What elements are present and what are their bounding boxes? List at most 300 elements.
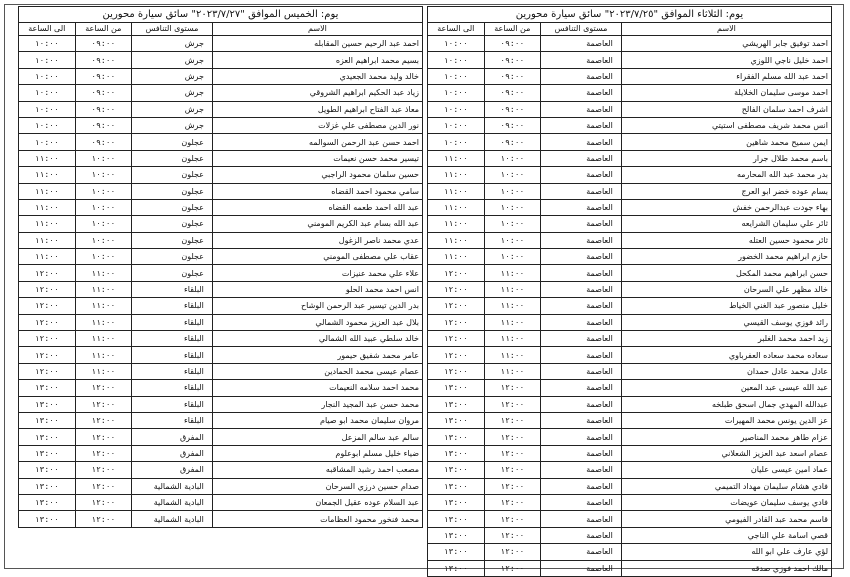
to-time-cell: ١٠:٠٠ [19, 85, 76, 101]
to-time-cell: ١١:٠٠ [19, 249, 76, 265]
schedule-title: يوم: الخميس الموافق "٢٠٢٣/٧/٢٧" سائق سيارة محورين [18, 6, 423, 22]
from-time-cell: ١٠:٠٠ [75, 167, 132, 183]
name-cell: خالد مظهر علي السرحان [621, 281, 831, 297]
to-time-cell: ١٣:٠٠ [19, 380, 76, 396]
level-cell: عجلون [132, 249, 213, 265]
name-cell: مروان سليمان محمد ابو صيام [212, 412, 422, 428]
level-cell: العاصمة [541, 314, 622, 330]
from-time-cell: ١٢:٠٠ [75, 412, 132, 428]
to-time-cell: ١٣:٠٠ [428, 445, 485, 461]
to-time-cell: ١٠:٠٠ [428, 68, 485, 84]
level-cell: العاصمة [541, 249, 622, 265]
name-cell: محمد فنخور محمود العظامات [212, 511, 422, 527]
from-time-cell: ١٢:٠٠ [484, 560, 541, 576]
level-cell: العاصمة [541, 298, 622, 314]
level-cell: العاصمة [541, 511, 622, 527]
header-name: الاسم [212, 23, 422, 36]
to-time-cell: ١٢:٠٠ [19, 314, 76, 330]
to-time-cell: ١٠:٠٠ [428, 134, 485, 150]
to-time-cell: ١٠:٠٠ [19, 134, 76, 150]
header-to: الى الساعة [428, 23, 485, 36]
name-cell: احمد حسن عبد الرحمن السوالمه [212, 134, 422, 150]
to-time-cell: ١٣:٠٠ [428, 494, 485, 510]
to-time-cell: ١١:٠٠ [428, 150, 485, 166]
schedule-title: يوم: الثلاثاء الموافق "٢٠٢٣/٧/٢٥" سائق سيارة محورين [427, 6, 832, 22]
header-level: مستوى التنافس [132, 23, 213, 36]
name-cell: خالد وليد محمد الجعيدي [212, 68, 422, 84]
table-row [19, 232, 423, 248]
schedule-tuesday [427, 6, 832, 577]
level-cell: العاصمة [541, 281, 622, 297]
level-cell: العاصمة [541, 429, 622, 445]
to-time-cell: ١٣:٠٠ [428, 511, 485, 527]
name-cell: ثائر علي سليمان الشرايعه [621, 216, 831, 232]
level-cell: العاصمة [541, 68, 622, 84]
name-cell: عبد الله احمد طعمه القضاه [212, 199, 422, 215]
from-time-cell: ١٢:٠٠ [484, 445, 541, 461]
level-cell: المفرق [132, 462, 213, 478]
from-time-cell: ٠٩:٠٠ [75, 85, 132, 101]
from-time-cell: ١٢:٠٠ [484, 527, 541, 543]
table-row [19, 429, 423, 445]
from-time-cell: ١١:٠٠ [484, 347, 541, 363]
to-time-cell: ١١:٠٠ [428, 199, 485, 215]
name-cell: قاسم محمد عبد القادر الفيومي [621, 511, 831, 527]
from-time-cell: ١٢:٠٠ [484, 429, 541, 445]
level-cell: العاصمة [541, 167, 622, 183]
level-cell: البلقاء [132, 281, 213, 297]
table-row [428, 412, 832, 428]
name-cell: عماد امين عيسى عليان [621, 462, 831, 478]
table-row [428, 232, 832, 248]
level-cell: العاصمة [541, 265, 622, 281]
level-cell: المفرق [132, 445, 213, 461]
to-time-cell: ١٣:٠٠ [428, 478, 485, 494]
level-cell: البادية الشمالية [132, 478, 213, 494]
name-cell: عبد الله عيسى عبد المعين [621, 380, 831, 396]
table-row [19, 298, 423, 314]
from-time-cell: ٠٩:٠٠ [75, 52, 132, 68]
table-row [428, 298, 832, 314]
to-time-cell: ١٠:٠٠ [19, 117, 76, 133]
to-time-cell: ١٣:٠٠ [19, 429, 76, 445]
to-time-cell: ١٣:٠٠ [19, 462, 76, 478]
from-time-cell: ٠٩:٠٠ [484, 85, 541, 101]
table-row [19, 134, 423, 150]
from-time-cell: ١٢:٠٠ [484, 511, 541, 527]
level-cell: العاصمة [541, 183, 622, 199]
to-time-cell: ١٣:٠٠ [428, 544, 485, 560]
table-row [428, 544, 832, 560]
level-cell: عجلون [132, 134, 213, 150]
from-time-cell: ١١:٠٠ [75, 363, 132, 379]
table-row [19, 331, 423, 347]
table-row [19, 281, 423, 297]
name-cell: علاء علي محمد عنيزات [212, 265, 422, 281]
name-cell: احمد عبد الله مسلم الفقراء [621, 68, 831, 84]
name-cell: بسيم محمد ابراهيم العزه [212, 52, 422, 68]
from-time-cell: ٠٩:٠٠ [484, 134, 541, 150]
level-cell: العاصمة [541, 396, 622, 412]
to-time-cell: ١٠:٠٠ [428, 117, 485, 133]
schedule-thursday [18, 6, 423, 528]
table-header-row [428, 23, 832, 36]
from-time-cell: ٠٩:٠٠ [75, 68, 132, 84]
to-time-cell: ١٣:٠٠ [428, 380, 485, 396]
name-cell: احمد توفيق جابر الهريشي [621, 36, 831, 52]
from-time-cell: ١٠:٠٠ [484, 216, 541, 232]
from-time-cell: ١٢:٠٠ [75, 478, 132, 494]
level-cell: عجلون [132, 216, 213, 232]
to-time-cell: ١٣:٠٠ [19, 396, 76, 412]
to-time-cell: ١٠:٠٠ [19, 68, 76, 84]
to-time-cell: ١٢:٠٠ [428, 331, 485, 347]
table-row [428, 134, 832, 150]
from-time-cell: ١١:٠٠ [484, 363, 541, 379]
from-time-cell: ١٢:٠٠ [75, 380, 132, 396]
level-cell: عجلون [132, 167, 213, 183]
level-cell: عجلون [132, 150, 213, 166]
header-from: من الساعة [484, 23, 541, 36]
from-time-cell: ١١:٠٠ [484, 265, 541, 281]
name-cell: عصام عيسى محمد الحمادين [212, 363, 422, 379]
name-cell: سالم عبد سالم المزعل [212, 429, 422, 445]
to-time-cell: ١٣:٠٠ [428, 462, 485, 478]
name-cell: بدر محمد عبد الله المحارمه [621, 167, 831, 183]
to-time-cell: ١٣:٠٠ [428, 429, 485, 445]
name-cell: عامر محمد شفيق حيمور [212, 347, 422, 363]
table-row [19, 347, 423, 363]
name-cell: ايمن سميح محمد شاهين [621, 134, 831, 150]
from-time-cell: ٠٩:٠٠ [75, 134, 132, 150]
level-cell: العاصمة [541, 101, 622, 117]
name-cell: انس محمد شريف مصطفى استيتي [621, 117, 831, 133]
to-time-cell: ١٠:٠٠ [19, 52, 76, 68]
name-cell: عقاب علي مصطفى المومني [212, 249, 422, 265]
to-time-cell: ١١:٠٠ [428, 249, 485, 265]
table-row [428, 265, 832, 281]
table-row [428, 445, 832, 461]
name-cell: معاذ عبد الفتاح ابراهيم الطويل [212, 101, 422, 117]
name-cell: احمد خليل ناجي اللوزي [621, 52, 831, 68]
table-body [428, 36, 832, 577]
to-time-cell: ١٠:٠٠ [19, 101, 76, 117]
to-time-cell: ١٢:٠٠ [19, 347, 76, 363]
table-row [428, 331, 832, 347]
table-row [428, 396, 832, 412]
table-row [19, 494, 423, 510]
to-time-cell: ١١:٠٠ [428, 167, 485, 183]
from-time-cell: ١٠:٠٠ [75, 183, 132, 199]
from-time-cell: ٠٩:٠٠ [484, 117, 541, 133]
table-row [428, 527, 832, 543]
from-time-cell: ١٢:٠٠ [75, 445, 132, 461]
to-time-cell: ١٠:٠٠ [428, 101, 485, 117]
level-cell: جرش [132, 117, 213, 133]
name-cell: احمد عبد الرحيم حسين المقابله [212, 36, 422, 52]
to-time-cell: ١٢:٠٠ [19, 363, 76, 379]
level-cell: العاصمة [541, 412, 622, 428]
name-cell: عزام طاهر محمد المناصير [621, 429, 831, 445]
to-time-cell: ١٠:٠٠ [428, 85, 485, 101]
table-row [428, 249, 832, 265]
level-cell: العاصمة [541, 347, 622, 363]
schedule-table [18, 22, 423, 528]
level-cell: جرش [132, 85, 213, 101]
name-cell: فادي هشام سليمان مهداد التميمي [621, 478, 831, 494]
level-cell: العاصمة [541, 478, 622, 494]
header-name: الاسم [621, 23, 831, 36]
table-body [19, 36, 423, 528]
name-cell: قصي اسامة علي الناجي [621, 527, 831, 543]
table-row [428, 429, 832, 445]
to-time-cell: ١٢:٠٠ [428, 281, 485, 297]
to-time-cell: ١١:٠٠ [19, 232, 76, 248]
level-cell: عجلون [132, 265, 213, 281]
table-row [428, 150, 832, 166]
to-time-cell: ١٣:٠٠ [428, 560, 485, 576]
name-cell: تيسير محمد حسن نعيمات [212, 150, 422, 166]
to-time-cell: ١١:٠٠ [428, 183, 485, 199]
to-time-cell: ١١:٠٠ [19, 199, 76, 215]
to-time-cell: ١٣:٠٠ [19, 511, 76, 527]
from-time-cell: ١٠:٠٠ [75, 249, 132, 265]
from-time-cell: ٠٩:٠٠ [75, 101, 132, 117]
from-time-cell: ١١:٠٠ [75, 281, 132, 297]
table-row [428, 52, 832, 68]
from-time-cell: ١٠:٠٠ [484, 232, 541, 248]
to-time-cell: ١٢:٠٠ [19, 331, 76, 347]
from-time-cell: ١٢:٠٠ [484, 544, 541, 560]
header-from: من الساعة [75, 23, 132, 36]
table-row [19, 314, 423, 330]
level-cell: العاصمة [541, 544, 622, 560]
from-time-cell: ١١:٠٠ [484, 298, 541, 314]
to-time-cell: ١١:٠٠ [19, 183, 76, 199]
to-time-cell: ١٢:٠٠ [19, 298, 76, 314]
name-cell: زيد احمد محمد الغلبر [621, 331, 831, 347]
level-cell: العاصمة [541, 331, 622, 347]
table-row [428, 281, 832, 297]
level-cell: العاصمة [541, 494, 622, 510]
name-cell: خليل منصور عبد الغني الخياط [621, 298, 831, 314]
from-time-cell: ١٠:٠٠ [75, 232, 132, 248]
to-time-cell: ١٣:٠٠ [19, 494, 76, 510]
to-time-cell: ١٣:٠٠ [19, 478, 76, 494]
name-cell: بدر الدين تيسير عبد الرحمن الوشاح [212, 298, 422, 314]
from-time-cell: ٠٩:٠٠ [484, 101, 541, 117]
table-row [428, 380, 832, 396]
name-cell: عبدالله المهدي جمال اسحق طبلخه [621, 396, 831, 412]
level-cell: جرش [132, 68, 213, 84]
table-row [428, 101, 832, 117]
to-time-cell: ١٣:٠٠ [19, 445, 76, 461]
name-cell: مالك احمد فوزي صدقه [621, 560, 831, 576]
name-cell: فادي يوسف سليمان عويضات [621, 494, 831, 510]
level-cell: البلقاء [132, 380, 213, 396]
table-row [19, 199, 423, 215]
level-cell: البلقاء [132, 347, 213, 363]
from-time-cell: ١٠:٠٠ [484, 199, 541, 215]
table-row [428, 216, 832, 232]
name-cell: حازم ابراهيم محمد الخضور [621, 249, 831, 265]
table-row [19, 478, 423, 494]
from-time-cell: ١٢:٠٠ [484, 462, 541, 478]
table-row [428, 494, 832, 510]
from-time-cell: ١٢:٠٠ [75, 396, 132, 412]
level-cell: البلقاء [132, 412, 213, 428]
table-row [19, 396, 423, 412]
level-cell: العاصمة [541, 462, 622, 478]
from-time-cell: ١٢:٠٠ [484, 494, 541, 510]
to-time-cell: ١٠:٠٠ [428, 52, 485, 68]
table-row [428, 199, 832, 215]
from-time-cell: ١٢:٠٠ [75, 511, 132, 527]
table-row [428, 347, 832, 363]
table-row [428, 68, 832, 84]
to-time-cell: ١١:٠٠ [19, 167, 76, 183]
to-time-cell: ١١:٠٠ [428, 232, 485, 248]
table-row [19, 249, 423, 265]
from-time-cell: ١٢:٠٠ [484, 396, 541, 412]
name-cell: بسام عوده خضر ابو العرج [621, 183, 831, 199]
from-time-cell: ١١:٠٠ [75, 331, 132, 347]
name-cell: سامي محمود احمد القضاه [212, 183, 422, 199]
name-cell: انس احمد محمد الحلو [212, 281, 422, 297]
table-row [428, 511, 832, 527]
level-cell: البلقاء [132, 298, 213, 314]
to-time-cell: ١٢:٠٠ [428, 363, 485, 379]
from-time-cell: ١١:٠٠ [75, 298, 132, 314]
table-row [428, 183, 832, 199]
from-time-cell: ٠٩:٠٠ [484, 36, 541, 52]
name-cell: عدي محمد ناصر الزغول [212, 232, 422, 248]
from-time-cell: ١٠:٠٠ [484, 249, 541, 265]
table-row [428, 117, 832, 133]
table-row [19, 167, 423, 183]
table-row [19, 183, 423, 199]
to-time-cell: ١٠:٠٠ [428, 36, 485, 52]
name-cell: احمد موسى سليمان الخلايلة [621, 85, 831, 101]
to-time-cell: ١٢:٠٠ [428, 347, 485, 363]
from-time-cell: ١٠:٠٠ [75, 199, 132, 215]
name-cell: حسين سلمان محمود الراجبي [212, 167, 422, 183]
name-cell: حسن ابراهيم محمد المكحل [621, 265, 831, 281]
level-cell: العاصمة [541, 380, 622, 396]
level-cell: جرش [132, 52, 213, 68]
to-time-cell: ١٢:٠٠ [428, 298, 485, 314]
to-time-cell: ١٣:٠٠ [428, 527, 485, 543]
level-cell: العاصمة [541, 445, 622, 461]
from-time-cell: ١٢:٠٠ [484, 478, 541, 494]
from-time-cell: ١١:٠٠ [484, 331, 541, 347]
table-row [19, 412, 423, 428]
from-time-cell: ٠٩:٠٠ [484, 68, 541, 84]
level-cell: جرش [132, 101, 213, 117]
header-level: مستوى التنافس [541, 23, 622, 36]
name-cell: سعاده محمد سعاده العفرباوي [621, 347, 831, 363]
table-row [428, 363, 832, 379]
level-cell: عجلون [132, 232, 213, 248]
from-time-cell: ١٢:٠٠ [484, 412, 541, 428]
name-cell: زياد عبد الحكيم ابراهيم الشروقي [212, 85, 422, 101]
from-time-cell: ٠٩:٠٠ [75, 117, 132, 133]
from-time-cell: ١١:٠٠ [484, 281, 541, 297]
name-cell: بهاء جودت عبدالرحمن خفش [621, 199, 831, 215]
name-cell: اشرف احمد سلمان الفالح [621, 101, 831, 117]
table-header-row [19, 23, 423, 36]
name-cell: صدام حسين درزي السرحان [212, 478, 422, 494]
table-row [19, 68, 423, 84]
table-row [428, 167, 832, 183]
level-cell: العاصمة [541, 199, 622, 215]
table-row [19, 36, 423, 52]
level-cell: العاصمة [541, 560, 622, 576]
table-row [19, 445, 423, 461]
level-cell: البلقاء [132, 331, 213, 347]
table-row [428, 478, 832, 494]
name-cell: عصام اسعد عبد العزيز الشعلاني [621, 445, 831, 461]
level-cell: عجلون [132, 199, 213, 215]
table-row [19, 117, 423, 133]
to-time-cell: ١٣:٠٠ [19, 412, 76, 428]
name-cell: بلال عبد العزيز محمود الشمالي [212, 314, 422, 330]
from-time-cell: ١٢:٠٠ [75, 429, 132, 445]
level-cell: العاصمة [541, 232, 622, 248]
level-cell: العاصمة [541, 363, 622, 379]
level-cell: جرش [132, 36, 213, 52]
name-cell: ثائر محمود حسين العتله [621, 232, 831, 248]
level-cell: البلقاء [132, 314, 213, 330]
table-row [428, 560, 832, 576]
name-cell: محمد احمد سلامه النعيمات [212, 380, 422, 396]
to-time-cell: ١١:٠٠ [428, 216, 485, 232]
table-row [19, 511, 423, 527]
name-cell: عبد السلام عوده عقيل الجمعان [212, 494, 422, 510]
level-cell: العاصمة [541, 216, 622, 232]
table-row [428, 314, 832, 330]
table-row [19, 363, 423, 379]
to-time-cell: ١٢:٠٠ [428, 265, 485, 281]
level-cell: العاصمة [541, 527, 622, 543]
table-row [428, 462, 832, 478]
from-time-cell: ١٠:٠٠ [75, 216, 132, 232]
level-cell: العاصمة [541, 52, 622, 68]
from-time-cell: ١١:٠٠ [75, 314, 132, 330]
level-cell: البلقاء [132, 396, 213, 412]
level-cell: العاصمة [541, 85, 622, 101]
level-cell: العاصمة [541, 150, 622, 166]
level-cell: عجلون [132, 183, 213, 199]
level-cell: العاصمة [541, 117, 622, 133]
name-cell: عبد الله بسام عبد الكريم المومني [212, 216, 422, 232]
level-cell: العاصمة [541, 134, 622, 150]
from-time-cell: ١٢:٠٠ [75, 494, 132, 510]
name-cell: لؤي عارف علي ابو الله [621, 544, 831, 560]
to-time-cell: ١٢:٠٠ [428, 314, 485, 330]
from-time-cell: ١٢:٠٠ [484, 380, 541, 396]
name-cell: خالد سلطي عبيد الله الشمالي [212, 331, 422, 347]
schedule-table [427, 22, 832, 577]
level-cell: البلقاء [132, 363, 213, 379]
to-time-cell: ١١:٠٠ [19, 150, 76, 166]
name-cell: محمد حسن عبد المجيد النجار [212, 396, 422, 412]
to-time-cell: ١٠:٠٠ [19, 36, 76, 52]
table-row [428, 36, 832, 52]
table-row [19, 265, 423, 281]
from-time-cell: ٠٩:٠٠ [75, 36, 132, 52]
header-to: الى الساعة [19, 23, 76, 36]
